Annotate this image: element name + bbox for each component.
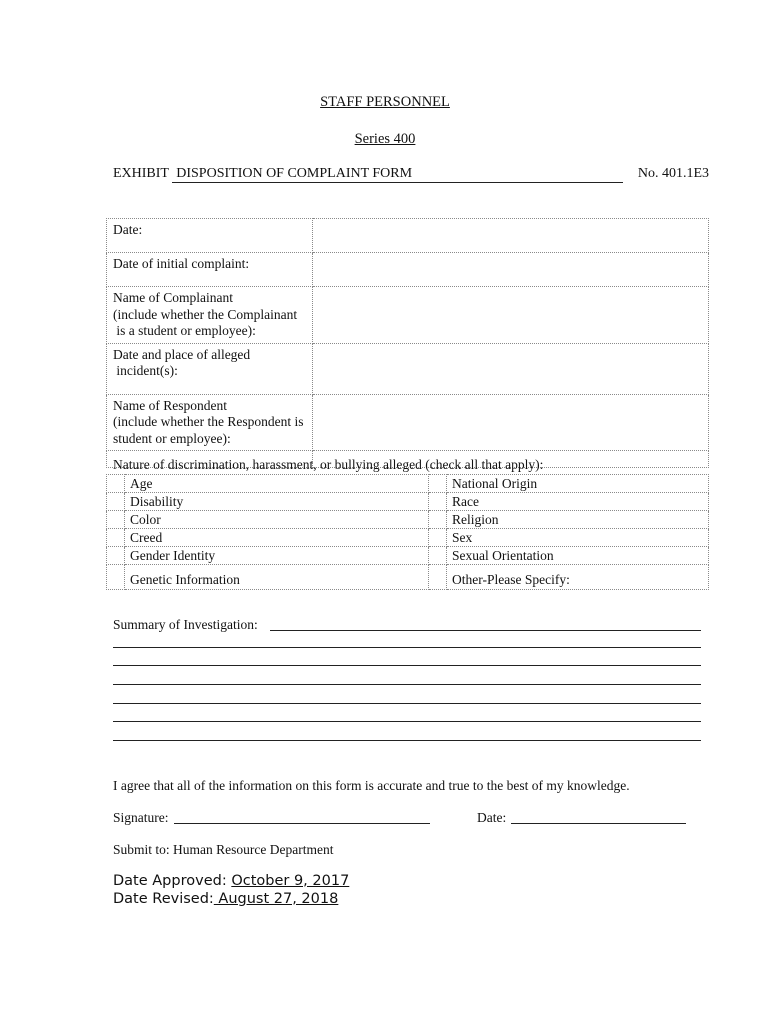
info-row-incident: [107, 343, 709, 394]
signature-field[interactable]: [174, 823, 430, 824]
summary-input-line[interactable]: [113, 647, 701, 648]
date-revised-label: Date Revised:: [113, 891, 214, 907]
agreement-statement: I agree that all of the information on this form is accurate and true to the best of my knowledge.: [113, 778, 630, 793]
respondent-name-field[interactable]: [313, 394, 709, 451]
checklist-label-sexual-orientation: Sexual Orientation: [447, 547, 709, 565]
info-label: Date:: [107, 219, 313, 253]
summary-label: Summary of Investigation:: [113, 617, 258, 632]
info-row-respondent: [107, 394, 709, 451]
other-checkbox[interactable]: [429, 565, 447, 590]
signature-date-field[interactable]: [511, 823, 686, 824]
exhibit-underline: [172, 182, 623, 183]
complainant-name-field[interactable]: [313, 287, 709, 344]
summary-input-line[interactable]: [113, 684, 701, 685]
checklist-row: [107, 511, 709, 529]
checklist-label-genetic-information: Genetic Information: [125, 565, 429, 590]
info-row-date: [107, 219, 709, 253]
signature-label: Signature:: [113, 810, 169, 825]
exhibit-prefix: EXHIBIT: [113, 166, 169, 181]
date-approved: [113, 873, 349, 889]
checklist-label-color: Color: [125, 511, 429, 529]
religion-checkbox[interactable]: [429, 511, 447, 529]
summary-input-line[interactable]: [113, 703, 701, 704]
date-field[interactable]: [313, 219, 709, 253]
national-origin-checkbox[interactable]: [429, 475, 447, 493]
checklist-row: [107, 529, 709, 547]
checklist-label-race: Race: [447, 493, 709, 511]
date-revised-value: August 27, 2018: [213, 891, 339, 907]
checklist-label-religion: Religion: [447, 511, 709, 529]
series-label: Series 400: [354, 131, 416, 147]
checklist-label-sex: Sex: [447, 529, 709, 547]
gender-identity-checkbox[interactable]: [107, 547, 125, 565]
checklist-label-age: Age: [125, 475, 429, 493]
info-label: Name of Respondent (include whether the Respondent is student or employee):: [107, 394, 313, 451]
date-approved-value: October 9, 2017: [231, 873, 350, 889]
disability-checkbox[interactable]: [107, 493, 125, 511]
age-checkbox[interactable]: [107, 475, 125, 493]
nature-heading: Nature of discrimination, harassment, or bullying alleged (check all that apply):: [113, 457, 544, 472]
info-label: Date of initial complaint:: [107, 253, 313, 287]
info-row-complainant: [107, 287, 709, 344]
checklist-row: [107, 547, 709, 565]
color-checkbox[interactable]: [107, 511, 125, 529]
checklist-label-disability: Disability: [125, 493, 429, 511]
checklist-row: [107, 565, 709, 590]
exhibit-row: [113, 166, 709, 184]
checklist-row: [107, 493, 709, 511]
submit-to-text: Submit to: Human Resource Department: [113, 842, 334, 857]
sex-checkbox[interactable]: [429, 529, 447, 547]
race-checkbox[interactable]: [429, 493, 447, 511]
summary-input-line[interactable]: [113, 665, 701, 666]
initial-complaint-date-field[interactable]: [313, 253, 709, 287]
form-name: DISPOSITION OF COMPLAINT FORM: [176, 166, 413, 181]
creed-checkbox[interactable]: [107, 529, 125, 547]
checklist-label-creed: Creed: [125, 529, 429, 547]
info-row-initial-complaint-date: [107, 253, 709, 287]
info-label: Date and place of alleged incident(s):: [107, 343, 313, 394]
summary-input-line[interactable]: [270, 630, 701, 631]
summary-input-line[interactable]: [113, 740, 701, 741]
date-approved-label: Date Approved:: [113, 873, 232, 889]
info-label: Name of Complainant (include whether the Complainant is a student or employee):: [107, 287, 313, 344]
form-number: No. 401.1E3: [637, 166, 709, 181]
checklist-label-other: Other-Please Specify:: [447, 565, 709, 590]
checklist-row: [107, 475, 709, 493]
complaint-info-table: [106, 218, 709, 468]
form-title: STAFF PERSONNEL: [320, 94, 450, 110]
signature-date-label: Date:: [477, 810, 507, 825]
checklist-label-national-origin: National Origin: [447, 475, 709, 493]
date-revised: [113, 891, 338, 907]
sexual-orientation-checkbox[interactable]: [429, 547, 447, 565]
incident-date-place-field[interactable]: [313, 343, 709, 394]
nature-checklist-table: [106, 474, 709, 590]
checklist-label-gender-identity: Gender Identity: [125, 547, 429, 565]
summary-input-line[interactable]: [113, 721, 701, 722]
genetic-information-checkbox[interactable]: [107, 565, 125, 590]
